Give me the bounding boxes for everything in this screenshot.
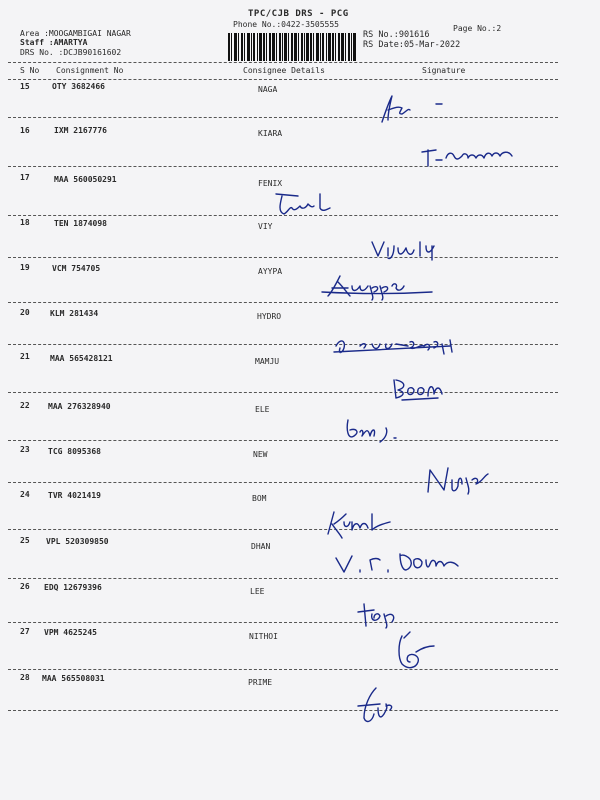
area-label: Area :MOOGAMBIGAI NAGAR [20,29,131,38]
signature-image [350,684,400,728]
signature-image [320,508,400,540]
row-sno: 15 [20,82,30,91]
row-consignment: KLM 281434 [50,309,99,318]
row-consignment: TVR 4021419 [48,491,101,500]
signature-image [388,374,452,408]
row-divider [8,710,558,711]
row-consignee: VIY [258,222,273,231]
row-sno: 18 [20,218,30,227]
row-consignment: MAA 565508031 [42,674,105,683]
row-consignee: ELE [255,405,270,414]
row-sno: 21 [20,352,30,361]
signature-image [352,600,408,630]
row-sno: 19 [20,263,30,272]
signature-image [318,270,438,302]
row-consignee: NITHOI [249,632,278,641]
row-divider [8,440,558,441]
drs-number: DRS No. :DCJB90161602 [20,48,122,57]
signature-image [268,190,348,220]
row-consignee: BOM [252,494,267,503]
row-consignment: EDQ 12679396 [44,583,102,592]
rs-date: RS Date:05-Mar-2022 [363,40,461,50]
row-consignee: PRIME [248,678,273,687]
row-consignee: HYDRO [257,312,282,321]
rs-number: RS No.:901616 [363,30,430,40]
signature-image [340,414,400,448]
row-divider [8,392,558,393]
page-number: Page No.:2 [453,24,502,33]
row-divider [8,622,558,623]
row-divider [8,117,558,118]
row-consignment: MAA 565428121 [50,354,113,363]
row-sno: 26 [20,582,30,591]
row-consignment: MAA 560050291 [54,175,117,184]
column-divider [8,79,558,80]
signature-image [368,236,448,262]
row-consignment: TEN 1874098 [54,219,107,228]
col-consignee: Consignee Details [243,66,325,75]
row-sno: 24 [20,490,30,499]
row-divider [8,578,558,579]
row-consignment: VPM 4625245 [44,628,97,637]
header-divider [8,62,558,63]
row-sno: 20 [20,308,30,317]
row-sno: 25 [20,536,30,545]
row-divider [8,529,558,530]
signature-image [330,334,470,360]
row-consignment: OTY 3682466 [52,82,105,91]
signature-image [418,142,528,170]
row-consignment: IXM 2167776 [54,126,107,135]
col-consignment: Consignment No [56,66,124,75]
col-sno: S No [20,66,40,75]
row-sno: 28 [20,673,30,682]
row-consignee: MAMJU [255,357,280,366]
phone-number: Phone No.:0422-3505555 [233,20,339,29]
row-divider [8,302,558,303]
row-consignment: VCM 754705 [52,264,101,273]
document-title: TPC/CJB DRS - PCG [248,9,349,19]
row-consignment: TCG 8095368 [48,447,101,456]
row-consignee: LEE [250,587,265,596]
signature-image [376,92,456,126]
row-consignment: MAA 276328940 [48,402,111,411]
row-consignee: NEW [253,450,268,459]
row-consignee: DHAN [251,542,271,551]
barcode-image [228,33,356,61]
staff-label: Staff :AMARTYA [20,38,88,47]
row-divider [8,669,558,670]
row-sno: 17 [20,173,30,182]
row-consignment: VPL 520309850 [46,537,109,546]
row-sno: 27 [20,627,30,636]
row-consignee: FENIX [258,179,283,188]
signature-image [330,548,470,578]
row-divider [8,344,558,345]
signature-image [422,464,492,496]
row-sno: 22 [20,401,30,410]
row-divider [8,257,558,258]
row-consignee: AYYPA [258,267,283,276]
col-signature: Signature [422,66,466,75]
row-sno: 23 [20,445,30,454]
row-consignee: KIARA [258,129,283,138]
row-sno: 16 [20,126,30,135]
row-consignee: NAGA [258,85,278,94]
signature-image [388,628,438,672]
